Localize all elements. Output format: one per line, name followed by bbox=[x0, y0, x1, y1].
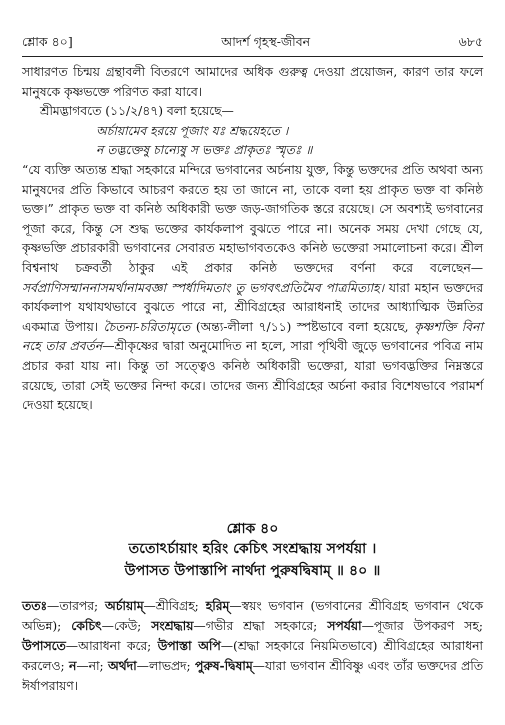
header-page-number: ৬৮৫ bbox=[458, 34, 483, 49]
quote-intro: শ্রীমদ্ভাগবতে (১১/২/৪৭) বলা হয়েছে— bbox=[40, 104, 234, 119]
p3-bengali-quote: কৃষ্ণশক্তি বিনা নহে তার প্রবর্তন bbox=[22, 319, 483, 354]
gloss-term: উপাস্তা অপি bbox=[157, 638, 221, 653]
gloss-term: কেচিৎ bbox=[71, 618, 102, 633]
paragraph-1: সাধারণত চিন্ময় গ্রন্থাবলী বিতরণে আমাদের অধিক গুরুত্ব দেওয়া প্রয়োজন, কারণ তার ফলে মানুষকে কৃষ্ণভক্তে পরিণত করা যাবে। bbox=[22, 65, 483, 99]
sanskrit-verse-line-2: উপাসত উপাস্তাপি নার্থদা পুরুষদ্বিষাম্ ॥ ৪০ ॥ bbox=[124, 563, 381, 579]
paragraph-2 bbox=[22, 102, 483, 122]
p3-text-a: “যে ব্যক্তি অত্যন্ত শ্রদ্ধা সহকারে মন্দিরে ভগবানের অর্চনায় যুক্ত, কিন্তু ভক্তদের প্রতি অথবা অন্য মানুষদের প্রতি কিভাবে আচরণ করতে হয় তা জানে না, তাকে বলা হয় প্রাকৃত ভক্ত বা কনিষ্ঠ ভক্ত।” প্রাকৃত ভক্ত বা কনিষ্ঠ অধিকারী ভক্ত জড়-জাগতিক স্তরে রয়েছে। সে অবশ্যই ভগবানের পূজা করে, কিন্তু সে শুদ্ধ ভক্তের কার্যকলাপ বুঝতে পারে না। অনেক সময় দেখা গেছে যে, কৃষ্ণভক্তি প্রচারকারী ভগবানের সেবারত মহাভাগবতকেও কনিষ্ঠ ভক্তেরা সমালোচনা করে। শ্রীল বিশ্বনাথ চক্রবর্তী ঠাকুর এই প্রকার কনিষ্ঠ ভক্তদের বর্ণনা করে বলেছেন— bbox=[22, 162, 483, 275]
gloss-meaning: —তারপর; bbox=[47, 599, 106, 613]
paragraph-3 bbox=[22, 161, 483, 416]
gloss-meaning: —শ্রীবিগ্রহ; bbox=[143, 599, 206, 613]
p3-text-b: যারা মহান ভক্তদের কার্যকলাপ যথাযথভাবে বুঝতে পারে না, শ্রীবিগ্রহের আরাধনাই তাদের আধ্যাত্মিক উন্নতির একমাত্র উপায়। bbox=[22, 280, 483, 334]
header-verse-ref: শ্লোক ৪০] bbox=[22, 34, 73, 49]
gloss-term: উপাসতে bbox=[22, 638, 66, 653]
quoted-verse-line-1: অর্চায়ামেব হরয়ে পূজাং যঃ শ্রদ্ধয়েহতে । bbox=[96, 123, 289, 138]
p3-book-title: চৈতন্য-চরিতামৃতে bbox=[103, 319, 191, 334]
gloss-term: ততঃ bbox=[22, 598, 48, 613]
word-for-word-gloss bbox=[22, 596, 483, 696]
p3-text-d: —শ্রীকৃষ্ণের দ্বারা অনুমোদিত না হলে, সারা পৃথিবী জুড়ে ভগবানের পবিত্র নাম প্রচার করা যায় না। কিন্তু তা সত্ত্বেও কনিষ্ঠ অধিকারী ভক্তেরা, যারা ভগবদ্ভক্তির নিম্নস্তরে রয়েছে, তারা সেই ভক্তের নিন্দা করে। তাদের জন্য শ্রীবিগ্রহের অর্চনা করার বিশেষভাবে পরামর্শ দেওয়া হয়েছে। bbox=[22, 339, 483, 413]
page-header bbox=[22, 34, 483, 54]
gloss-meaning: —গভীর শ্রদ্ধা সহকারে; bbox=[193, 619, 328, 633]
gloss-term: পুরুষ-দ্বিষাম্ bbox=[194, 658, 253, 673]
gloss-term: হরিম্ bbox=[205, 598, 230, 613]
gloss-meaning: —(শ্রদ্ধা সহকারে নিয়মিতভাবে) শ্রীবিগ্রহের আরাধনা করলেও; bbox=[22, 639, 483, 673]
header-rule bbox=[22, 56, 483, 57]
gloss-meaning: —স্বয়ং ভগবান (ভগবানের শ্রীবিগ্রহ ভগবান থেকে অভিন্ন); bbox=[22, 599, 483, 633]
sanskrit-verse-line-1: ততোঽর্চায়াং হরিং কেচিৎ সংশ্রদ্ধায় সপর্যয়া । bbox=[128, 541, 377, 557]
quoted-verse-line-2: ন তদ্ভক্তেষু চান্যেষু স ভক্তঃ প্রাকৃতঃ স্মৃতঃ ॥ bbox=[96, 143, 313, 158]
header-chapter-title: আদর্শ গৃহস্থ-জীবন bbox=[221, 34, 311, 49]
shloka-heading: শ্লোক ৪০ bbox=[226, 521, 279, 537]
p3-text-c: (অন্ত্য-লীলা ৭/১১) স্পষ্টভাবে বলা হয়েছে, bbox=[190, 319, 415, 334]
gloss-meaning: —না; bbox=[76, 659, 109, 673]
gloss-meaning: —লাভপ্রদ; bbox=[136, 659, 195, 673]
gloss-term: অর্চায়াম্ bbox=[105, 598, 144, 613]
gloss-meaning: —যারা ভগবান শ্রীবিষ্ণু এবং তাঁর ভক্তদের প্রতি ঈর্ষাপরায়ণ। bbox=[22, 659, 483, 693]
p3-sanskrit-quote: সর্বপ্রাণিসম্মাননাসমর্থানামবজ্ঞা স্পর্ধাদিমতাং তু ভগবৎপ্রতিমৈব পাত্রমিত্যাহ। bbox=[22, 280, 385, 295]
gloss-term: ন bbox=[69, 658, 77, 673]
purport-body bbox=[22, 63, 483, 416]
gloss-term: অর্থদা bbox=[108, 658, 137, 673]
gloss-meaning: —পূজার উপকরণ সহ; bbox=[361, 619, 484, 633]
gloss-term: সংশ্রদ্ধায় bbox=[151, 618, 194, 633]
gloss-term: সপর্যয়া bbox=[327, 618, 362, 633]
gloss-meaning: —আরাধনা করে; bbox=[65, 639, 158, 653]
sanskrit-verse bbox=[0, 538, 505, 582]
gloss-meaning: —কেউ; bbox=[101, 619, 152, 633]
